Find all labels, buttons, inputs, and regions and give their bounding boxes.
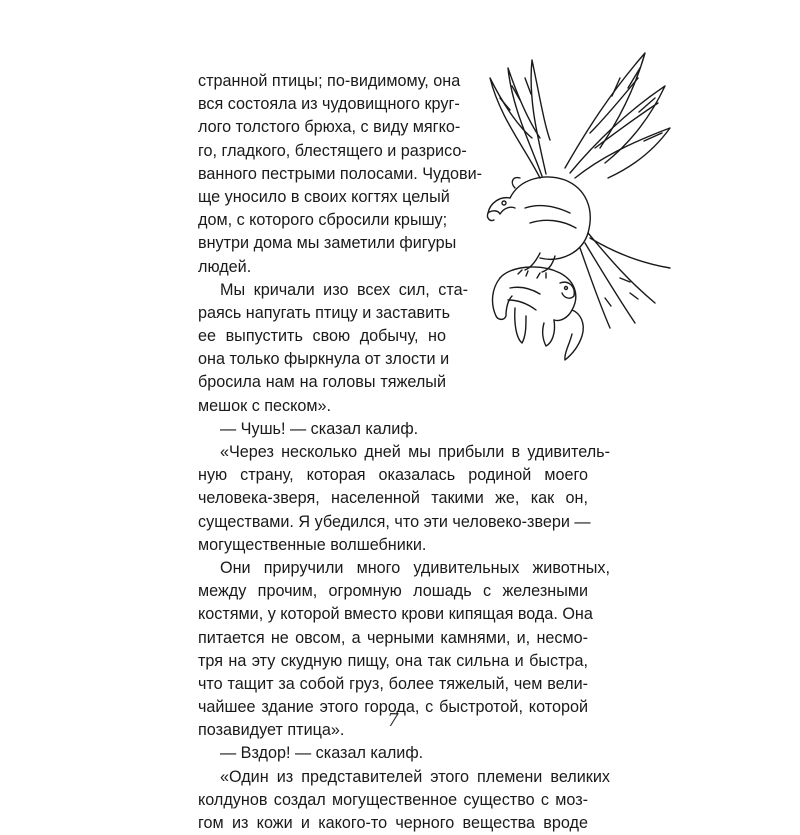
text-line: людей. <box>198 257 252 276</box>
text-line: человека-зверя, населенной такими же, как он, <box>198 489 588 508</box>
text-line: что тащит за собой груз, более тяжелый, чем вели- <box>198 674 588 693</box>
text-line: Они приручили много удивительных животных, <box>220 558 610 577</box>
text-line: позавидует птица». <box>198 721 345 740</box>
text-line: существами. Я убедился, что эти человеко-звери — <box>198 512 591 531</box>
text-line: могущественные волшебники. <box>198 535 427 554</box>
text-line: бросила нам на головы тяжелый <box>198 373 446 392</box>
text-line: она только фыркнула от злости и <box>198 350 450 369</box>
text-line: — Вздор! — сказал калиф. <box>220 744 424 763</box>
text-line: раясь напугать птицу и заставить <box>198 303 451 322</box>
text-line: между прочим, огромную лошадь с железными <box>198 582 588 601</box>
text-line: ванного пестрыми полосами. Чудови- <box>198 164 483 183</box>
text-line: «Через несколько дней мы прибыли в удивитель- <box>220 443 610 461</box>
text-line: тря на эту скудную пищу, она так сильна и быстра, <box>198 651 588 670</box>
text-line: мешок с песком». <box>198 396 332 415</box>
text-line: колдунов создал могущественное существо с моз- <box>198 790 588 809</box>
text-line: внутри дома мы заметили фигуры <box>198 234 457 253</box>
text-line: странной птицы; по-видимому, она <box>198 72 461 90</box>
text-line: чайшее здание этого города, с быстротой, которой <box>198 698 588 717</box>
text-line: гом из кожи и какого-то черного вещества вроде <box>198 814 588 832</box>
text-line: — Чушь! — сказал калиф. <box>220 419 419 438</box>
page-number: 7 <box>387 710 399 731</box>
text-line: Мы кричали изо всех сил, ста- <box>220 280 468 299</box>
text-line: вся состояла из чудовищного круг- <box>198 95 460 114</box>
text-line: костями, у которой вместо крови кипящая вода. Она <box>198 605 593 624</box>
text-line: ще уносило в своих когтях целый <box>198 187 450 206</box>
text-line: дом, с которого сбросили крышу; <box>198 211 448 230</box>
text-line: го, гладкого, блестящего и разрисо- <box>198 141 467 160</box>
text-line: питается не овсом, а черными камнями, и, несмо- <box>198 628 588 647</box>
text-line: «Один из представителей этого племени великих <box>220 767 610 786</box>
text-line: ную страну, которая оказалась родиной моего <box>198 466 588 485</box>
text-line: ее выпустить свою добычу, но <box>198 327 446 346</box>
text-line: лого толстого брюха, с виду мягко- <box>198 118 461 137</box>
